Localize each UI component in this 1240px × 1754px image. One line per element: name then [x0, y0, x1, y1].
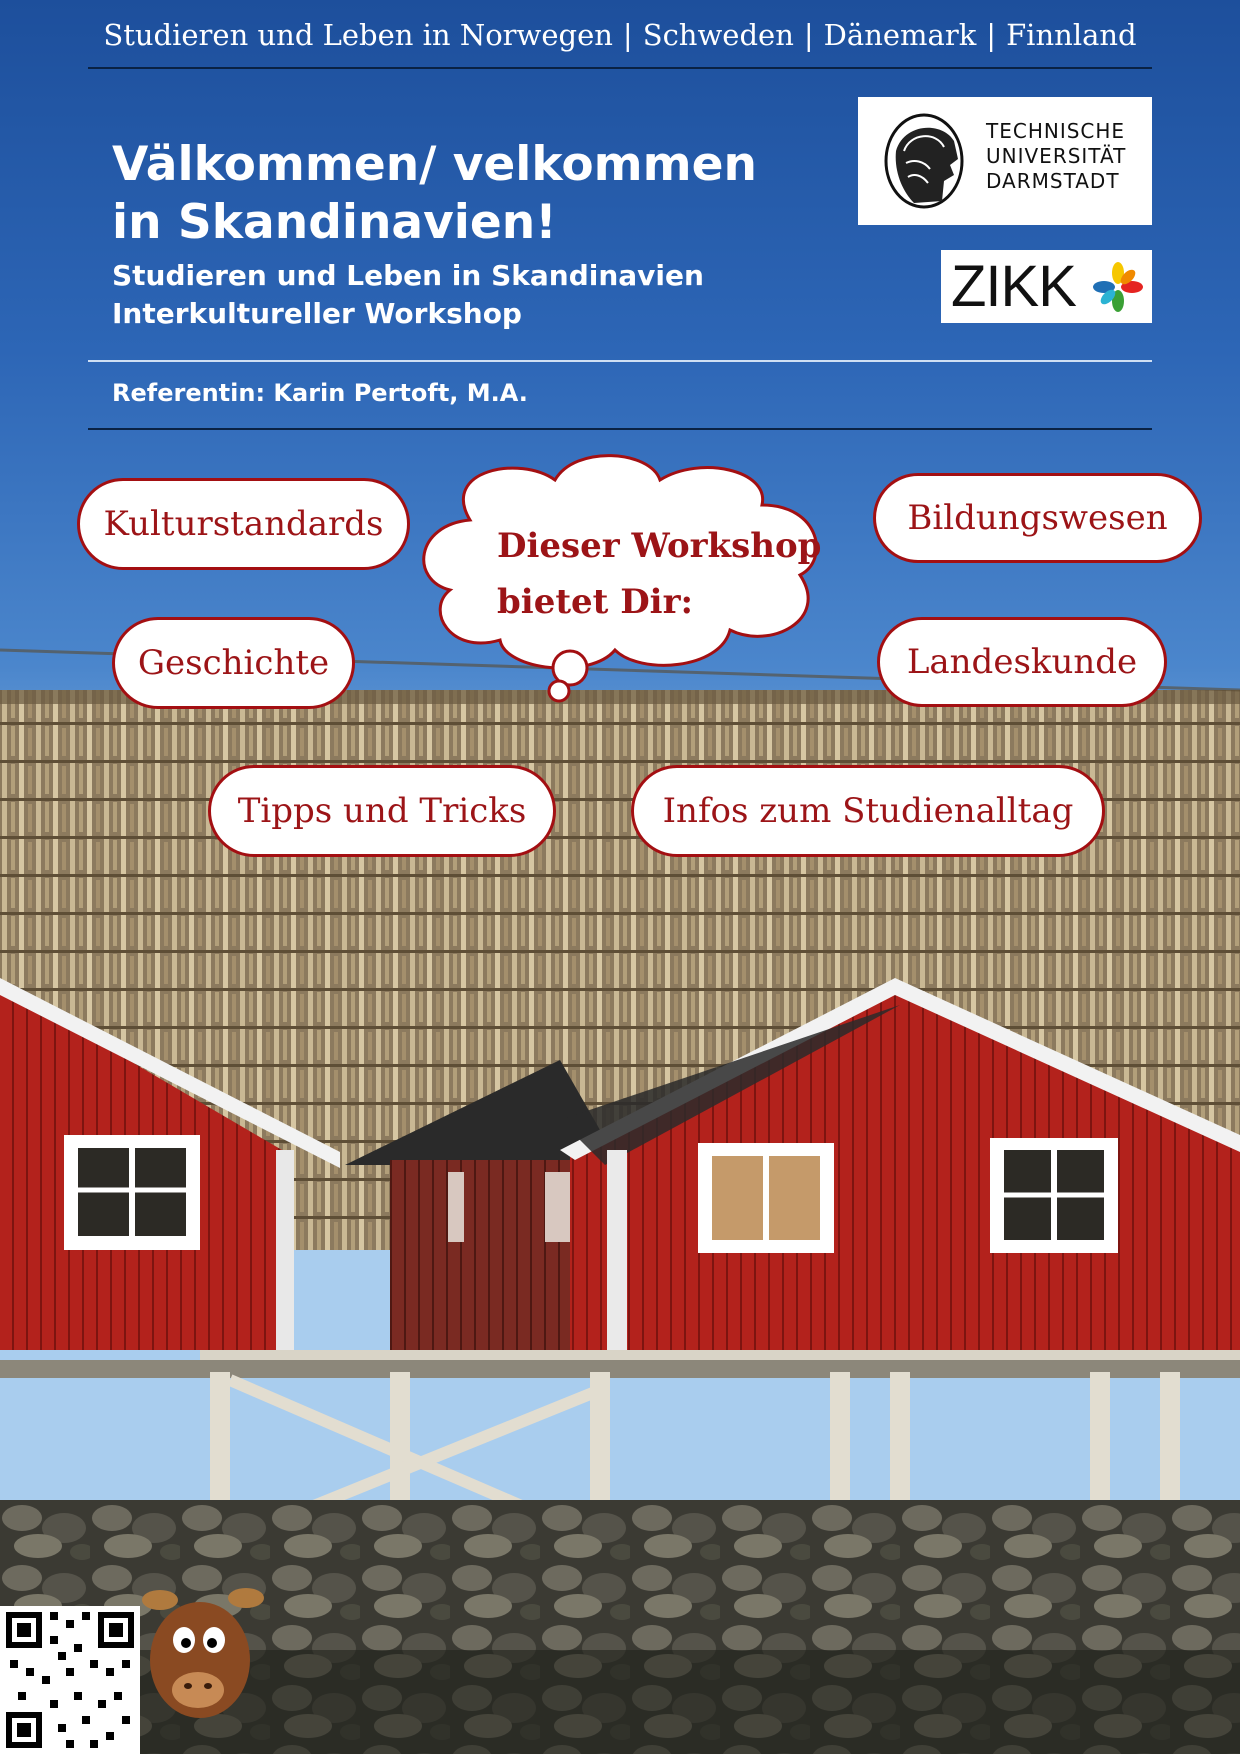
zikk-logo	[941, 250, 1152, 323]
separator: |	[803, 18, 814, 52]
cloud-heading	[497, 518, 821, 630]
title-line: in Skandinavien!	[112, 195, 557, 250]
topic-bubble-geschichte: Geschichte	[112, 617, 355, 709]
subtitle-line: Studieren und Leben in Skandinavien	[112, 259, 704, 292]
athena-head-icon	[884, 111, 970, 211]
header-item: Schweden	[642, 18, 794, 52]
topic-bubble-studienalltag: Infos zum Studienalltag	[631, 765, 1105, 857]
poster-title	[112, 136, 757, 252]
tu-darmstadt-logo	[858, 97, 1152, 225]
qr-code-icon	[0, 1606, 140, 1754]
poster-subtitle	[112, 257, 704, 333]
header-item: Finnland	[1006, 18, 1137, 52]
separator: |	[986, 18, 997, 52]
separator: |	[622, 18, 633, 52]
tu-line: DARMSTADT	[986, 169, 1120, 193]
tu-line: TECHNISCHE	[986, 119, 1126, 143]
subtitle-line: Interkultureller Workshop	[112, 297, 522, 330]
title-line: Välkommen/ velkommen	[112, 137, 757, 192]
speaker-rule	[88, 428, 1152, 430]
tu-line: UNIVERSITÄT	[986, 144, 1127, 168]
cloud-line: bietet Dir:	[497, 582, 694, 622]
speaker-line: Referentin: Karin Pertoft, M.A.	[112, 379, 528, 407]
countries-header	[0, 18, 1240, 52]
header-rule	[88, 67, 1152, 69]
header-item: Dänemark	[823, 18, 977, 52]
zikk-star-icon	[1091, 260, 1145, 314]
topic-bubble-tipps: Tipps und Tricks	[208, 765, 556, 857]
cloud-line: Dieser Workshop	[497, 526, 822, 566]
topic-bubble-bildungswesen: Bildungswesen	[873, 473, 1202, 563]
title-rule	[88, 360, 1152, 362]
tu-wordmark	[986, 119, 1126, 194]
header-item: Studieren und Leben in Norwegen	[103, 18, 613, 52]
zikk-wordmark: ZIKK	[951, 254, 1076, 319]
topic-bubble-landeskunde: Landeskunde	[877, 617, 1167, 707]
topic-bubble-kulturstandards: Kulturstandards	[77, 478, 410, 570]
